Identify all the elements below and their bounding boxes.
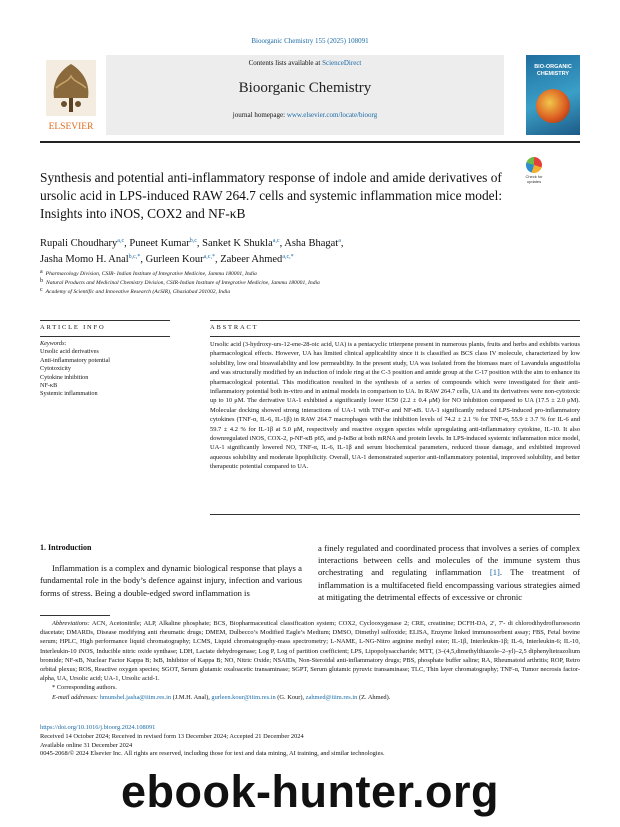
divider <box>210 336 580 337</box>
email-owner: (J.M.H. Anal), <box>171 693 212 701</box>
author-name[interactable]: Puneet Kumar <box>129 238 190 249</box>
intro-column-left <box>40 542 302 599</box>
affiliation-text: Natural Products and Medicinal Chemistry Division, CSIR-Indian Institute of Integrative Medicine, Jammu 180001, India <box>46 280 320 286</box>
journal-masthead <box>106 55 504 135</box>
contents-line <box>106 59 504 67</box>
publisher-name: ELSEVIER <box>48 122 94 132</box>
check-updates-label: Check for updates <box>525 174 543 184</box>
author-name[interactable]: Rupali Choudhary <box>40 238 118 249</box>
author-affiliation-marker[interactable]: a <box>338 238 341 244</box>
author-name[interactable]: Jasha Momo H. Anal <box>40 254 129 265</box>
divider <box>210 514 580 515</box>
abbreviations-note <box>40 619 580 683</box>
divider <box>40 336 170 337</box>
keyword-item: Ursolic acid derivatives <box>40 348 99 356</box>
cover-illustration <box>536 89 570 123</box>
journal-citation[interactable]: Bioorganic Chemistry 155 (2025) 108091 <box>251 37 369 45</box>
author-name[interactable]: Sanket K Shukla <box>202 238 273 249</box>
email-addresses <box>40 693 580 702</box>
divider <box>210 320 580 321</box>
publication-info <box>40 724 580 759</box>
homepage-line <box>106 111 504 119</box>
author-affiliation-marker[interactable]: a,c <box>117 238 125 244</box>
abbreviations-text: ACN, Acetonitrile; ALP, Alkaline phosphate; BCS, Biopharmaceutical classification system; COX2, Cyclooxygenase 2; CRE, creatinine; DCFH-DA, 2′, 7′- di chlorodihydrofluroescein diacetate; DMARDs, Disease modifying anti rheumatic drugs; DMEM, Dulbecco’s Modified Eagle’s Medium; DMSO, Dimethyl sulfoxide; ELISA, Enzyme linked immunosorbent assay; FBS, Fetal bovine serum; HPLC, High performance liquid chromatography; LCMS, Liquid chromatography-mass spectrometry; L-NAME, L-NG-Nitro arginine methyl ester; IL-1β, Interleukin-1β; IL-6, Interleukin-6; IL-10, Interleukin-10 iNOS, Inducible nitric oxide synthase; LDH, Lactate dehydrogenase; Log P, Log of partition coefficient; LPS, Lipopolysaccharide; MTT, (3–(4,5,dimethylthiazole–2–yl)–2,5 diphenyltetrazolium bromide; NF-κB, Nuclear Factor Kappa B; IκB, Inhibitor of Kappa B; NO, Nitric Oxide; NSAIDs, Non-Steroidal anti-inflammatory drugs; PBS, phosphate buffer saline; RA, Rheumatoid arthritis; ROP, Retro orbital plexus; ROS, Reactive oxygen species; SGOT, Serum glutamic oxaloacetic transaminase; SGPT, Serum glutamic pyruvic transaminase; TLC, Thin layer chromatography; TNF-α, Tumor necrosis factor- alpha, UA, Ursolic acid; UA-1, Ursolic acid-1. <box>40 620 580 683</box>
keyword-list <box>40 348 170 398</box>
elsevier-logo[interactable] <box>40 58 102 134</box>
author-affiliation-marker[interactable]: b,c <box>189 238 197 244</box>
email-link[interactable]: hmunshel.jasha@iiim.res.in <box>99 693 172 701</box>
intro-text-part: a finely regulated and coordinated process that involves a series of complex interactions between cells and molecules of the immune system thus orchestrating and regulating inflammation <box>318 543 580 578</box>
email-link[interactable]: gurleen.kour@iiim.res.in <box>211 693 276 701</box>
affiliation-item <box>40 270 580 279</box>
keyword-item: Systemic inflammation <box>40 390 98 398</box>
affiliation-item <box>40 288 580 297</box>
author-affiliation-marker[interactable]: a,c,* <box>203 254 215 260</box>
affiliation-key: a <box>40 269 43 275</box>
article-title: Synthesis and potential anti-inflammatory response of indole and amide derivatives of ursolic acid in LPS-induced RAW 264.7 cells and systemic inflammation mice model: Insights into iNOS, COX2 and NF-κB <box>40 170 503 221</box>
article-info-heading: ARTICLE INFO <box>40 324 106 331</box>
keywords-label: Keywords: <box>40 340 67 347</box>
keyword-item: Anti-inflammatory potential <box>40 356 110 364</box>
journal-name: Bioorganic Chemistry <box>238 80 372 96</box>
author-name[interactable]: Gurleen Kour <box>145 254 204 265</box>
contents-prefix: Contents lists available at <box>248 59 323 67</box>
author-name[interactable]: Zabeer Ahmed <box>220 254 283 265</box>
reference-link[interactable]: [1] <box>489 567 500 578</box>
keyword-item: NF-κB <box>40 382 58 390</box>
email-link[interactable]: zahmed@iiim.res.in <box>305 693 358 701</box>
intro-column-right <box>318 542 580 603</box>
author-affiliation-marker[interactable]: a,c <box>272 238 280 244</box>
affiliation-text: Pharmacology Division, CSIR- Indian Institute of Integrative Medicine, Jammu 180001, India <box>45 271 257 277</box>
check-for-updates-badge[interactable] <box>521 157 547 185</box>
journal-cover-image[interactable] <box>526 55 580 135</box>
intro-text-part: . The treatment of inflammation is a multifaceted field encompassing various strategies aimed at mitigating the detrimental effects of excessive or chronic <box>318 567 580 602</box>
check-updates-icon <box>526 157 542 173</box>
affiliation-list <box>40 270 580 297</box>
homepage-link[interactable]: www.elsevier.com/locate/bioorg <box>286 111 378 119</box>
email-owner: (G. Kour), <box>275 693 306 701</box>
email-owner: (Z. Ahmed). <box>357 693 391 701</box>
keywords-block <box>40 340 170 399</box>
intro-heading: 1. Introduction <box>40 543 92 552</box>
available-online: Available online 31 December 2024 <box>40 741 133 749</box>
sciencedirect-link[interactable]: ScienceDirect <box>322 59 362 67</box>
affiliation-key: c <box>40 287 43 293</box>
divider <box>40 320 170 321</box>
doi-link[interactable]: https://doi.org/10.1016/j.bioorg.2024.108091 <box>40 724 156 731</box>
cover-title: BIO-ORGANIC CHEMISTRY <box>534 64 572 77</box>
received-dates: Received 14 October 2024; Received in revised form 13 December 2024; Accepted 21 December 2024 <box>40 732 304 740</box>
footnotes <box>40 619 580 702</box>
intro-paragraph: Inflammation is a complex and dynamic biological response that plays a fundamental role in the body’s defence against injury, infection and various forms of stress. Being a double-edged sword inflammation is <box>40 563 302 598</box>
abbreviations-label: Abbreviations: <box>52 620 90 627</box>
abstract-text: Ursolic acid (3-hydroxy-urs-12-ene-28-oic acid, UA) is a pentacyclic triterpene present in numerous plants, fruits and herbs and exhibits various pharmacological effects. However, UA has limited clinical applicability since it is classified as BCS class IV molecule, characterized by low solubility, low oral bioavailability and low permeability. In the present study, UA was isolated from the biomass marc of Lavandula angustifolia and was structurally modified by an induction of indole ring at the C-3 position and amide group at the C-17 position with the aim to enhance its pharmacological potential. This modification resulted in the synthesis of a series of compounds which were investigated for their anti-inflammatory potential both in-vitro and in animal models in comparison to UA. In RAW 264.7 cells, UA and its derivatives were non-cytotoxic up to 10 μM. The derivative UA-1 exhibited a significantly lower IC50 (2.2 ± 0.4 μM) for NO inhibition compared to UA (17.5 ± 2.0 μM). Molecular docking showed strong interactions of UA-1 with TNF-α and NF-κB. UA-1 significantly reduced LPS-induced pro-inflammatory cytokines (TNF-α, IL-6, IL-1β) in RAW 264.7 macrophages with the inhibition levels of 74.2 ± 2.1 % for TNF-α, 55.9 ± 3.7 % for IL-6 and 59.7 ± 4.2 % for IL-1β at 5.0 μM, respectively and reactive oxygen species while upregulating anti-inflammatory cytokine, IL-10. It also downregulated iNOS, COX-2, p-NF-κB p65, and p-IκBα at both mRNA and protein levels. In LPS-induced systemic inflammation mice model, UA-1 significantly lowered NO, TNF-α, IL-6, IL-1β and serum biochemical parameters, reduced tissue damage, and exhibited improved aqueous solubility and moderate lipophilicity. Overall, UA-1 demonstrated superior anti-inflammatory potential, improved solubility, and better therapeutic potential compared to UA. <box>210 341 580 471</box>
author-affiliation-marker[interactable]: a,c,* <box>282 254 294 260</box>
homepage-prefix: journal homepage: <box>232 111 287 119</box>
copyright-line: 0045-2068/© 2024 Elsevier Inc. All rights are reserved, including those for text and data mining, AI training, and similar technologies. <box>40 750 385 758</box>
email-label: E-mail addresses: <box>52 693 99 701</box>
abstract-heading: ABSTRACT <box>210 324 259 331</box>
watermark-text: ebook-hunter.org <box>121 766 499 817</box>
keyword-item: Cytokine inhibition <box>40 373 89 381</box>
intro-paragraph-continued <box>318 542 580 603</box>
author-name[interactable]: Asha Bhagat <box>284 238 339 249</box>
affiliation-text: Academy of Scientific and Innovative Research (AcSIR), Ghaziabad 201002, India <box>45 289 231 295</box>
journal-header <box>40 55 580 139</box>
footnote-divider <box>40 615 110 616</box>
corresponding-note: * Corresponding authors. <box>52 684 117 692</box>
keyword-item: Cytotoxicity <box>40 365 71 373</box>
author-list: Rupali Choudhary$^{a,c}$, Puneet Kumar$^{b,c}$, Sanket K Shukla$^{a,c}$, Asha Bhagat$^a$, Jasha Momo H. Anal$^{b,c,*}$, Gurleen Kour$^{a,c,*}$, Zabeer Ahmed$^{a,c,*}$ <box>40 238 344 265</box>
header-divider <box>40 141 580 143</box>
affiliation-item <box>40 279 580 288</box>
affiliation-key: b <box>40 278 43 284</box>
author-affiliation-marker[interactable]: b,c,* <box>128 254 141 260</box>
